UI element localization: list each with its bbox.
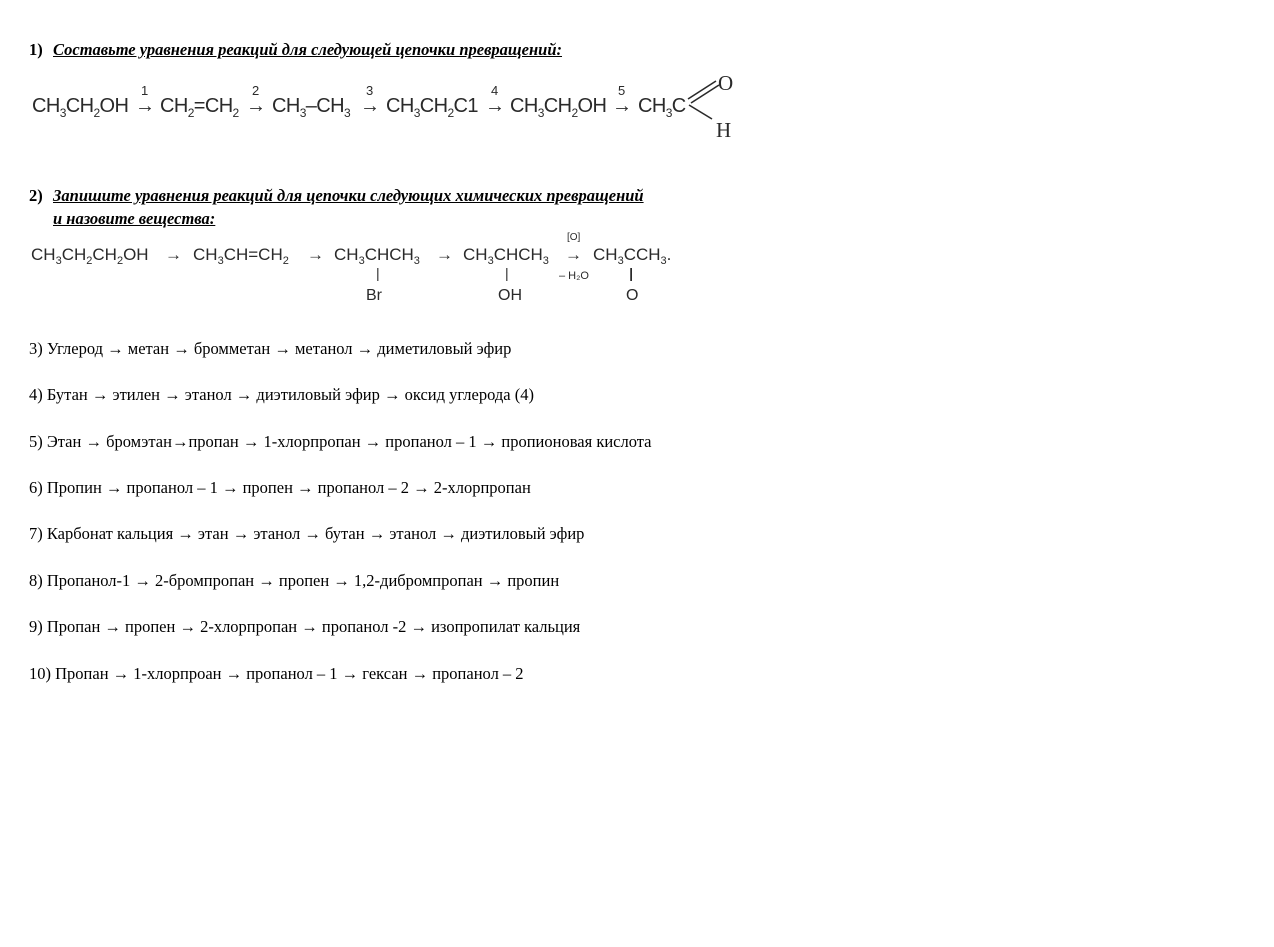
chain2-compound-1: $CH_3CH_2CH_2OH$ [31,245,149,267]
task-4: 4) Бутан → этилен → этанол → диэтиловый эфир → оксид углерода (4) [29,385,534,404]
aldehyde-oxygen: O [718,71,733,95]
chain2-arrow-3: → [436,245,453,264]
task2-heading-line1: Запишите уравнения реакций для цепочки следующих химических превращений [53,186,644,205]
chain1-arrow-1: 1 → [135,83,155,117]
chain1-compound-5: $CH_3CH_2OH$ [510,95,607,120]
task-6: 6) Пропин → пропанол – 1 → пропен → пропанол – 2 → 2-хлорпропан [29,478,531,497]
task-7: 7) Карбонат кальция → этан → этанол → бутан → этанол → диэтиловый эфир [29,524,585,543]
chain2-arrow-4: → [565,245,582,264]
chain2-double-bond: || [629,265,631,281]
chain2-compound-4: $CH_3CHCH_3$ [463,245,549,267]
chain2-arrow-top-label: [O] [567,232,581,243]
chain1-compound-4: $CH_3CH_2C1$ [386,95,478,120]
task-5: 5) Этан → бромэтан→пропан → 1-хлорпропан → пропанол – 1 → пропионовая кислота [29,432,652,451]
task2-heading-line2: и назовите вещества: [53,209,216,228]
chain1-arrow-2: 2 → [246,83,266,117]
chain1-compound-2: $CH_2=CH_2$ [160,95,239,120]
chain2-arrow-1: → [165,245,182,264]
chain2-compound-5: $CH_3CCH_3$. [593,245,672,267]
chain2-bond-br: | [376,265,380,281]
chain2-arrow-bottom-label: – H₂O [559,270,589,282]
chain1-compound-6: $CH_3C$ [638,95,686,120]
task-8: 8) Пропанол-1 → 2-бромпропан → пропен → 1,2-дибромпропан → пропин [29,571,560,590]
task1-heading [29,40,562,60]
chain1-compound-3: $CH_3-CH_3$ [272,95,351,120]
chain2-substituent-o: O [626,287,639,304]
task1-number: 1) [29,40,43,59]
aldehyde-hydrogen: H [716,118,731,142]
chain2-arrow-2: → [307,245,324,264]
task1-heading-text: Составьте уравнения реакций для следующей цепочки превращений: [53,40,563,59]
chain2-compound-2: $CH_3CH=CH_2$ [193,245,289,267]
chain2-compound-3: $CH_3CHCH_3$ [334,245,420,267]
task2-number: 2) [29,186,43,205]
chain1-arrow-4: 4 → [485,83,505,117]
task-3: 3) Углерод → метан → бромметан → метанол → диметиловый эфир [29,339,512,358]
task-9: 9) Пропан → пропен → 2-хлорпропан → пропанол -2 → изопропилат кальция [29,617,581,636]
task-10: 10) Пропан → 1-хлорпроан → пропанол – 1 → гексан → пропанол – 2 [29,664,524,683]
chain1-arrow-3: 3 → [360,83,380,117]
chain1-compound-1: $CH_3CH_2OH$ [32,95,129,120]
aldehyde-bonds [682,73,742,133]
chain2-substituent-br: Br [366,287,382,304]
chain2-bond-oh: | [505,265,509,281]
chain1-arrow-5: 5 → [612,83,632,117]
chain2-substituent-oh: OH [498,287,522,304]
